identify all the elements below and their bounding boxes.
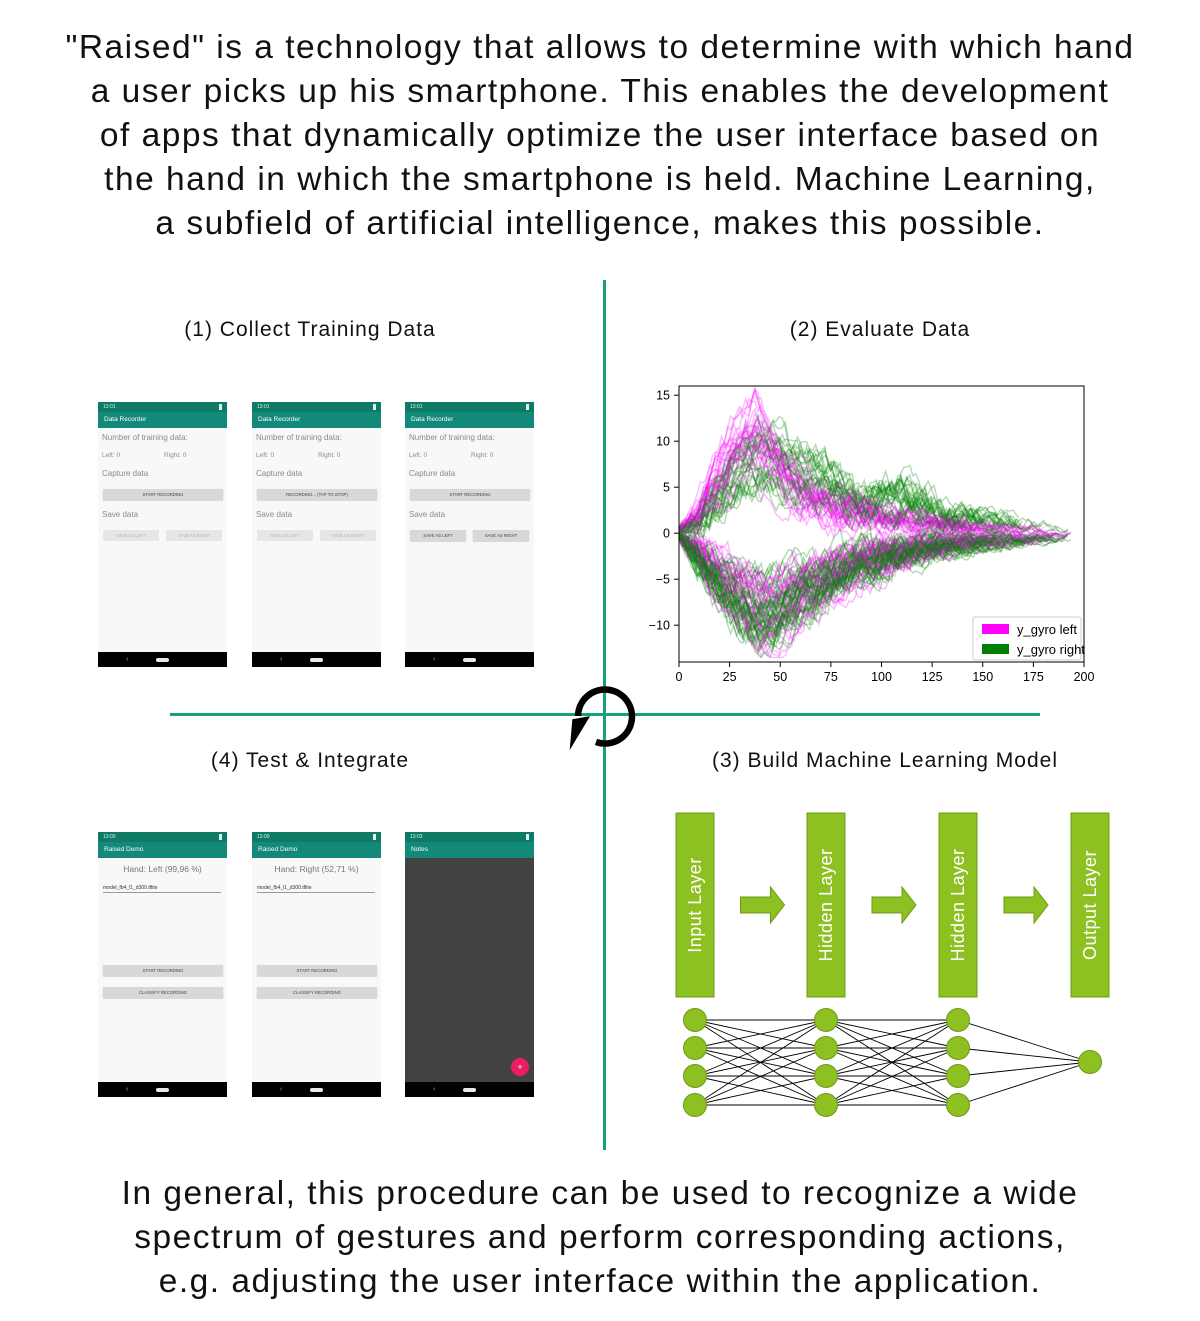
network-edge [958,1062,1090,1105]
recorder-phone-2 [252,402,381,667]
y-tick-label: 0 [663,526,670,541]
model-field[interactable]: model_fb4_l1_d300.tflite [103,884,221,893]
flow-arrow-icon [741,887,785,923]
intro-line: a subfield of artificial intelligence, makes this possible. [155,205,1045,242]
layer-label: Output Layer [1080,849,1100,961]
start-recording-button[interactable]: START RECORDING [103,489,223,500]
network-node [684,1094,707,1117]
hand-prediction: Hand: Left (99,96 %) [123,864,202,874]
network-edge [958,1062,1090,1076]
y-tick-label: 10 [656,434,670,449]
nav-bar [252,652,381,667]
training-count-label: Number of training data: [102,433,188,442]
outro-line: e.g. adjusting the user interface within the application. [158,1263,1042,1300]
y-tick-label: −10 [648,618,670,633]
start-recording-button[interactable]: START RECORDING [103,965,223,976]
training-count-label: Number of training data: [256,433,342,442]
y-tick-label: 5 [663,480,670,495]
back-icon[interactable]: ‹ [126,656,129,663]
x-tick-label: 125 [921,670,943,684]
demo-phone-left [98,832,227,1097]
nav-bar [252,1082,381,1097]
start-recording-button[interactable]: START RECORDING [410,489,530,500]
save-label: Save data [102,510,139,519]
nav-bar [98,652,227,667]
home-pill-icon[interactable] [310,658,323,662]
nav-bar [98,1082,227,1097]
app-bar-title: Data Recorder [98,412,227,428]
x-tick-label: 150 [972,670,994,684]
left-count: Left: 0 [256,452,275,459]
right-count: Right: 0 [471,452,494,459]
outro-paragraph [0,1172,1200,1304]
intro-paragraph [0,26,1200,246]
x-tick-label: 50 [773,670,788,684]
network-node [815,1065,838,1088]
status-bar [98,402,227,412]
legend-label-right: y_gyro right [1017,642,1085,657]
legend-label-left: y_gyro left [1017,622,1077,637]
network-edge [958,1048,1090,1062]
network-node [684,1037,707,1060]
quadrant-title-build: (3) Build Machine Learning Model [711,749,1058,772]
back-icon[interactable]: ‹ [433,1086,436,1093]
battery-icon [526,834,529,840]
quadrant-title-test: (4) Test & Integrate [210,749,410,772]
home-pill-icon[interactable] [463,1088,476,1092]
status-bar [405,832,534,842]
x-tick-label: 25 [722,670,737,684]
back-icon[interactable]: ‹ [126,1086,129,1093]
y-tick-label: −5 [655,572,670,587]
outro-line: spectrum of gestures and perform corresponding actions, [134,1219,1066,1256]
intro-line: "Raised" is a technology that allows to determine with which hand [65,29,1135,66]
x-tick-label: 0 [675,670,683,684]
recorder-phone-1 [98,402,227,667]
status-time: 13:00 [257,834,270,840]
flow-arrow-icon [872,887,916,923]
gyro-chart [630,380,1110,700]
status-bar [405,402,534,412]
right-count: Right: 0 [164,452,187,459]
hand-prediction: Hand: Right (52,71 %) [274,864,359,874]
network-node [684,1065,707,1088]
legend-swatch-right [982,644,1009,654]
save-left-button[interactable]: SAVE AS LEFT [103,530,159,541]
left-count: Left: 0 [409,452,428,459]
neural-network-diagram [660,800,1120,1130]
intro-line: of apps that dynamically optimize the user interface based on [99,117,1101,154]
capture-label: Capture data [102,469,149,478]
status-time: 13:01 [257,404,270,410]
back-icon[interactable]: ‹ [280,1086,283,1093]
home-pill-icon[interactable] [310,1088,323,1092]
status-time: 13:03 [410,834,423,840]
battery-icon [219,404,222,410]
nav-bar [405,652,534,667]
network-node [947,1094,970,1117]
x-tick-label: 175 [1022,670,1044,684]
app-bar-title: Notes [405,842,534,858]
app-bar-title: Data Recorder [405,412,534,428]
model-field[interactable]: model_fb4_l1_d300.tflite [257,884,375,893]
outro-line: In general, this procedure can be used to recognize a wide [121,1175,1079,1212]
status-bar [98,832,227,842]
battery-icon [526,404,529,410]
capture-label: Capture data [256,469,303,478]
classify-recording-button[interactable]: CLASSIFY RECORDING [103,987,223,998]
network-node [947,1065,970,1088]
layer-label: Input Layer [685,857,705,953]
network-edges [695,1020,1090,1105]
network-node [815,1009,838,1032]
status-bar [252,402,381,412]
y-tick-label: 15 [656,388,670,403]
app-bar-title: Data Recorder [252,412,381,428]
left-count: Left: 0 [102,452,121,459]
status-bar [252,832,381,842]
recorder-phone-3 [405,402,534,667]
home-pill-icon[interactable] [156,1088,169,1092]
network-node [815,1094,838,1117]
classify-recording-button[interactable]: CLASSIFY RECORDING [257,987,377,998]
right-count: Right: 0 [318,452,341,459]
save-right-button[interactable]: SAVE AS RIGHT [320,530,376,541]
network-node [815,1037,838,1060]
back-icon[interactable]: ‹ [280,656,283,663]
capture-label: Capture data [409,469,456,478]
training-count-label: Number of training data: [409,433,495,442]
battery-icon [373,834,376,840]
flow-arrow-icon [1004,887,1048,923]
save-left-button[interactable]: SAVE AS LEFT [257,530,313,541]
stop-recording-button[interactable]: RECORDING... (TAP TO STOP) [257,489,377,500]
back-icon[interactable]: ‹ [433,656,436,663]
quadrant-title-evaluate: (2) Evaluate Data [789,318,971,341]
chart-legend [973,617,1085,660]
x-tick-label: 100 [871,670,892,684]
notes-phone [405,832,534,1097]
intro-line: the hand in which the smartphone is held. Machine Learning, [104,161,1096,198]
save-left-button[interactable]: SAVE AS LEFT [410,530,466,541]
quadrant-title-collect: (1) Collect Training Data [184,318,436,341]
network-node [1079,1051,1102,1074]
home-pill-icon[interactable] [156,658,169,662]
app-bar-title: Raised Demo [252,842,381,858]
start-recording-button[interactable]: START RECORDING [257,965,377,976]
intro-line: a user picks up his smartphone. This enables the development [90,73,1110,110]
battery-icon [219,834,222,840]
nav-bar [405,1082,534,1097]
status-time: 13:01 [410,404,423,410]
add-note-button[interactable]: + [511,1058,529,1076]
network-edge [958,1020,1090,1062]
layer-label: Hidden Layer [816,848,836,962]
save-label: Save data [256,510,293,519]
status-time: 13:00 [103,834,116,840]
status-time: 13:01 [103,404,116,410]
app-bar-title: Raised Demo [98,842,227,858]
x-tick-label: 200 [1073,670,1095,684]
home-pill-icon[interactable] [463,658,476,662]
x-tick-label: 75 [823,670,838,684]
save-right-button[interactable]: SAVE AS RIGHT [166,530,222,541]
demo-phone-right [252,832,381,1097]
network-node [947,1037,970,1060]
layer-label: Hidden Layer [948,848,968,962]
network-node [947,1009,970,1032]
legend-swatch-left [982,624,1009,634]
battery-icon [373,404,376,410]
save-right-button[interactable]: SAVE AS RIGHT [473,530,529,541]
network-node [684,1009,707,1032]
save-label: Save data [409,510,446,519]
